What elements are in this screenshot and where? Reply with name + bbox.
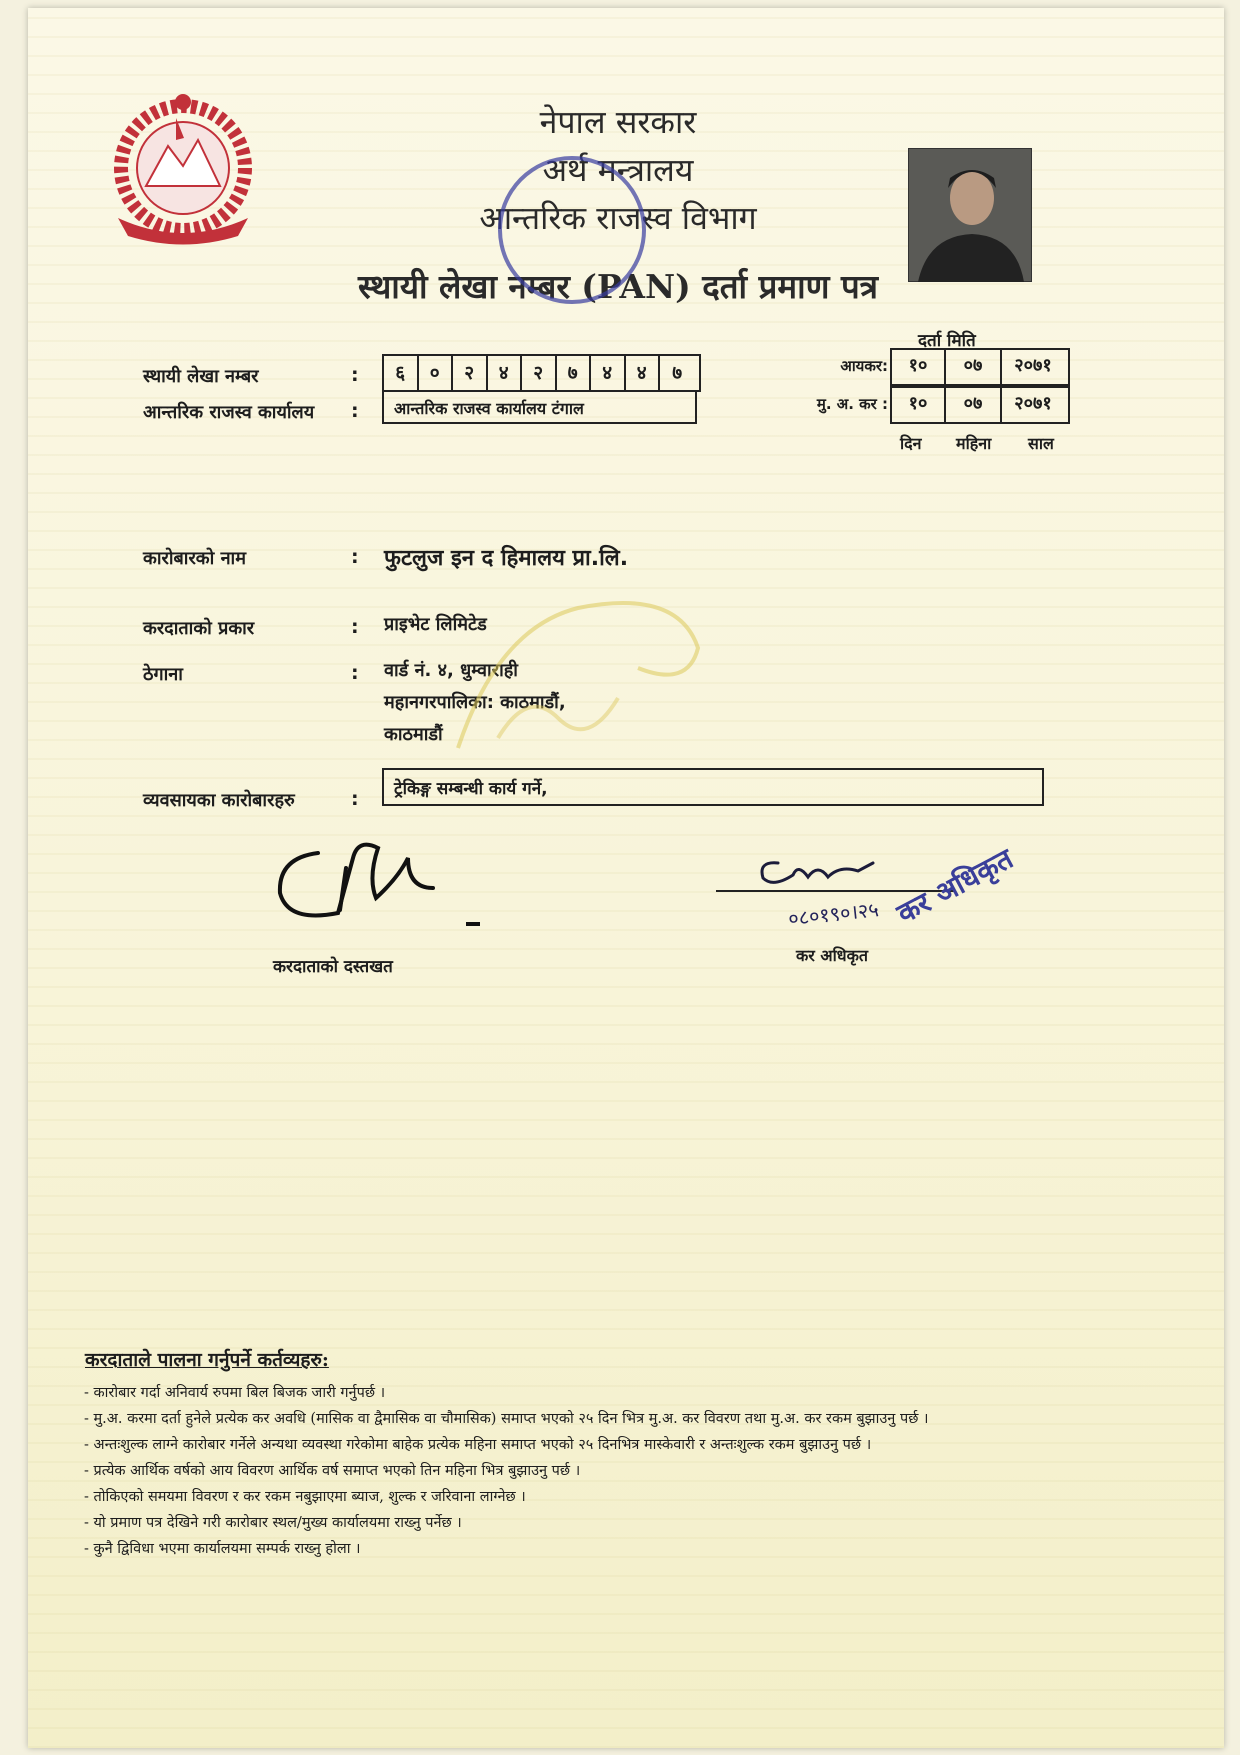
officer-handwritten-date: ०८०१९०।२५ — [787, 897, 880, 931]
pan-digit: ६ — [384, 356, 419, 390]
taxpayer-signature-label: करदाताको दस्तखत — [273, 957, 393, 977]
taxpayer-photo — [908, 148, 1032, 282]
taxpayer-type-label: करदाताको प्रकार — [143, 618, 255, 639]
duties-list — [44, 1376, 1184, 1564]
nepal-emblem-icon — [98, 88, 268, 248]
income-tax-month: ०७ — [946, 350, 1002, 384]
pan-digit: ४ — [626, 356, 661, 390]
department-name: आन्तरिक राजस्व विभाग — [479, 199, 757, 237]
income-tax-day: १० — [892, 350, 946, 384]
month-label: महिना — [956, 434, 992, 453]
pan-digit: ७ — [557, 356, 592, 390]
vat-month: ०७ — [946, 388, 1002, 422]
vat-year: २०७१ — [1014, 393, 1052, 414]
pan-digit: ४ — [591, 356, 626, 390]
day-label: दिन — [900, 434, 922, 453]
registration-date-heading: दर्ता मिति — [918, 331, 976, 351]
business-name-value: फुटलुज इन द हिमालय प्रा.लि. — [384, 546, 629, 571]
pan-digit: ७ — [672, 362, 683, 384]
pan-number-box — [382, 354, 701, 392]
officer-signature — [748, 843, 888, 893]
business-activities-value: ट्रेकिङ्ग सम्बन्धी कार्य गर्ने, — [382, 768, 1044, 806]
duty-item: - यो प्रमाण पत्र देखिने गरी कारोबार स्थल/मुख्य कार्यालयमा राख्नु पर्नेछ । — [84, 1515, 462, 1531]
office-label: आन्तरिक राजस्व कार्यालय — [143, 402, 315, 423]
vat-label: मु. अ. कर : — [816, 395, 888, 413]
vat-day: १० — [892, 388, 946, 422]
certificate-title: स्थायी लेखा नम्बर (PAN) दर्ता प्रमाण पत्र — [358, 267, 878, 306]
duty-item: - कारोबार गर्दा अनिवार्य रुपमा बिल बिजक जारी गर्नुपर्छ । — [84, 1385, 386, 1401]
address-line-1: वार्ड नं. ४, धुम्वाराही — [384, 660, 518, 681]
government-name: नेपाल सरकार — [539, 103, 697, 141]
income-tax-label: आयकर: — [840, 357, 888, 375]
faint-annotation — [438, 568, 738, 768]
address-colon: : — [351, 662, 359, 684]
pan-digit: २ — [522, 356, 557, 390]
duty-item: - अन्तःशुल्क लाग्ने कारोबार गर्नेले अन्यथा व्यवस्था गरेकोमा बाहेक प्रत्येक महिना समाप्त भएको २५ दिनभित्र मास्केवारी र अन्तःशुल्क रकम बुझाउनु पर्छ । — [84, 1437, 872, 1453]
duty-item: - प्रत्येक आर्थिक वर्षको आय विवरण आर्थिक वर्ष समाप्त भएको तिन महिना भित्र बुझाउनु पर्छ । — [84, 1463, 581, 1479]
taxpayer-signature — [258, 818, 448, 928]
vat-date — [890, 386, 1070, 424]
duty-item: - तोकिएको समयमा विवरण र कर रकम नबुझाएमा ब्याज, शुल्क र जरिवाना लाग्नेछ । — [84, 1489, 526, 1505]
pan-digit: ४ — [488, 356, 523, 390]
business-name-label: कारोबारको नाम — [143, 548, 246, 569]
office-value: आन्तरिक राजस्व कार्यालय टंगाल — [382, 390, 697, 424]
pan-digit: ० — [419, 356, 454, 390]
business-activities-colon: : — [351, 788, 359, 810]
business-name-colon: : — [351, 546, 359, 568]
pan-colon: : — [351, 364, 359, 386]
duty-item: - कुनै द्विविधा भएमा कार्यालयमा सम्पर्क राख्नु होला । — [84, 1541, 361, 1557]
address-label: ठेगाना — [143, 664, 183, 685]
duties-heading: करदाताले पालना गर्नुपर्ने कर्तव्यहरु: — [85, 1349, 329, 1371]
duty-item: - मु.अ. करमा दर्ता हुनेले प्रत्येक कर अवधि (मासिक वा द्वैमासिक वा चौमासिक) समाप्त भएको २५ दिन भित्र मु.अ. कर विवरण तथा मु.अ. कर रकम बुझाउनु पर्छ । — [84, 1411, 929, 1427]
ministry-name: अर्थ मन्त्रालय — [542, 151, 694, 189]
address-line-2: महानगरपालिका: काठमाडौं, — [384, 692, 566, 713]
office-colon: : — [351, 400, 359, 422]
officer-stamp-text: कर अधिकृत — [891, 841, 1019, 931]
taxpayer-type-value: प्राइभेट लिमिटेड — [384, 614, 487, 635]
pan-label: स्थायी लेखा नम्बर — [143, 366, 259, 387]
certificate-page — [28, 8, 1224, 1748]
year-label: साल — [1028, 434, 1054, 453]
income-tax-date — [890, 348, 1070, 386]
address-line-3: काठमाडौं — [384, 724, 443, 745]
signature-dash — [466, 922, 480, 926]
income-tax-year: २०७१ — [1014, 355, 1052, 376]
officer-label: कर अधिकृत — [796, 946, 869, 965]
pan-digit: २ — [453, 356, 488, 390]
business-activities-label: व्यवसायका कारोबारहरु — [143, 790, 295, 811]
taxpayer-type-colon: : — [351, 616, 359, 638]
